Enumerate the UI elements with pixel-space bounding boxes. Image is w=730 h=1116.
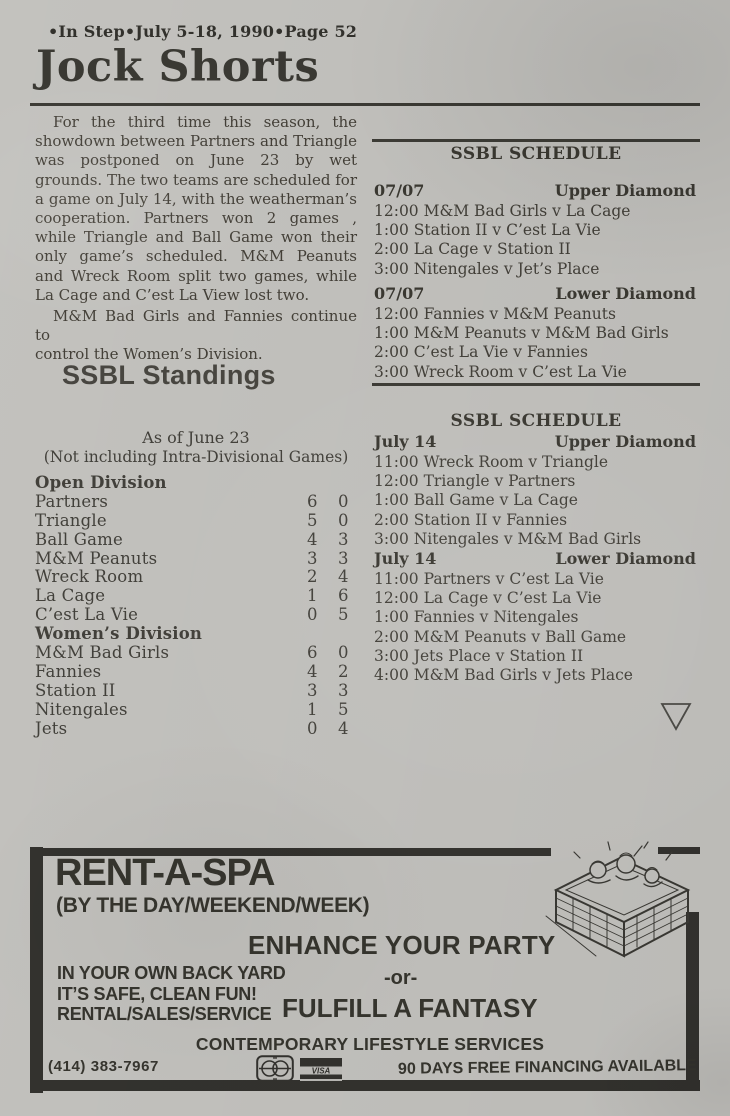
- schedule-date: July 14: [374, 432, 437, 451]
- schedule2-upper-header: [374, 432, 696, 451]
- team-name: Jets: [35, 718, 68, 738]
- team-name: M&M Peanuts: [35, 548, 158, 568]
- schedule-game: 1:00 Ball Game v La Cage: [374, 491, 578, 510]
- schedule-game: 12:00 Fannies v M&M Peanuts: [374, 305, 616, 323]
- body-line: and Wreck Room split two games, while: [35, 266, 357, 285]
- team-name: Ball Game: [35, 529, 123, 549]
- team-wins: 6: [307, 643, 318, 663]
- standings-row: [35, 512, 357, 531]
- body-line: was postponed on June 23 by wet: [35, 151, 357, 170]
- schedule-date: July 14: [374, 549, 437, 568]
- spa-illustration: [540, 836, 698, 968]
- team-losses: 3: [338, 680, 349, 700]
- schedule-diamond: Lower Diamond: [555, 549, 696, 568]
- body-line: cooperation. Partners won 2 games ,: [35, 209, 357, 228]
- team-name: Station II: [35, 680, 116, 700]
- schedule-game: 3:00 Nitengales v Jet’s Place: [374, 259, 600, 278]
- schedule-diamond: Lower Diamond: [555, 284, 696, 303]
- standings-row: [35, 644, 357, 663]
- ad-financing: 90 DAYS FREE FINANCING AVAILABLE: [397, 1057, 697, 1078]
- schedule2-upper-games: [374, 453, 700, 549]
- standings-note: (Not including Intra-Divisional Games): [43, 448, 349, 466]
- standings-row: [35, 550, 357, 569]
- article-paragraph-2: [35, 307, 357, 365]
- ad-tagline-fulfill: FULFILL A FANTASY: [282, 993, 538, 1023]
- ad-bullet-line: IT’S SAFE, CLEAN FUN!: [57, 983, 257, 1004]
- body-line: La Cage and C’est La View lost two.: [35, 285, 310, 304]
- schedule-game: 2:00 M&M Peanuts v Ball Game: [374, 627, 627, 646]
- schedule-game: 12:00 La Cage v C’est La Vie: [374, 589, 602, 608]
- schedule1-bottom-rule: [372, 383, 700, 386]
- team-wins: 0: [307, 718, 318, 738]
- team-name: C’est La Vie: [35, 605, 139, 625]
- standings-row: [35, 531, 357, 550]
- team-losses: 3: [338, 548, 349, 568]
- schedule1-lower-header: [374, 284, 696, 303]
- standings-row: [35, 568, 357, 587]
- schedule2-lower-header: [374, 549, 696, 568]
- schedule-game: 3:00 Wreck Room v C’est La Vie: [374, 362, 627, 381]
- team-wins: 0: [307, 605, 318, 625]
- body-line: only game’s scheduled. M&M Peanuts: [35, 247, 357, 266]
- standings-row: [35, 606, 357, 625]
- ad-bullet-line: IN YOUR OWN BACK YARD: [57, 963, 286, 983]
- team-wins: 4: [307, 529, 318, 549]
- schedule-game: 1:00 M&M Peanuts v M&M Bad Girls: [374, 324, 669, 343]
- body-line: control the Women’s Division.: [35, 345, 263, 364]
- schedule-game: 1:00 Station II v C’est La Vie: [374, 221, 601, 240]
- title-rule: [30, 103, 700, 106]
- team-name: Wreck Room: [35, 567, 144, 587]
- team-losses: 6: [338, 586, 349, 606]
- schedule-game: 3:00 Nitengales v M&M Bad Girls: [374, 529, 642, 548]
- team-losses: 5: [338, 699, 349, 719]
- body-line: a game on July 14, with the weatherman’s: [35, 189, 357, 208]
- article: [35, 113, 357, 365]
- schedule-game: 1:00 Fannies v Nitengales: [374, 608, 579, 627]
- schedule2-lower-games: [374, 570, 700, 685]
- standings-title: SSBL Standings: [62, 360, 276, 390]
- schedule1-upper-games: [374, 202, 700, 279]
- down-triangle-icon: [659, 700, 693, 736]
- standings-row: [35, 587, 357, 606]
- team-wins: 4: [307, 661, 318, 681]
- open-division-rows: [35, 493, 357, 625]
- page-title: Jock Shorts: [36, 42, 320, 92]
- standings-row: [35, 701, 357, 720]
- team-name: Fannies: [35, 661, 102, 681]
- schedule-game: 2:00 La Cage v Station II: [374, 240, 571, 259]
- ad-company-name: CONTEMPORARY LIFESTYLE SERVICES: [195, 1034, 545, 1054]
- standings-as-of: As of June 23: [142, 428, 250, 447]
- standings-row: [35, 663, 357, 682]
- team-wins: 1: [307, 699, 318, 719]
- ad-border-left: [30, 847, 43, 1093]
- schedule-date: 07/07: [374, 284, 425, 303]
- schedule1-title: SSBL SCHEDULE: [450, 144, 622, 164]
- team-wins: 1: [307, 586, 318, 606]
- masthead: •In Step•July 5-18, 1990•Page 52: [48, 22, 358, 41]
- standings-row: [35, 682, 357, 701]
- ad-headline: RENT-A-SPA: [55, 852, 275, 894]
- schedule1-upper-header: [374, 181, 696, 200]
- ad-tagline-enhance: ENHANCE YOUR PARTY: [248, 930, 556, 960]
- team-losses: 2: [338, 661, 349, 681]
- body-line: For the third time this season, the: [53, 113, 357, 131]
- team-losses: 0: [338, 491, 349, 511]
- ad-phone-number: (414) 383-7967: [48, 1058, 159, 1075]
- team-name: La Cage: [35, 586, 106, 606]
- team-losses: 4: [338, 718, 349, 738]
- schedule-game: 11:00 Wreck Room v Triangle: [374, 453, 609, 471]
- body-line: showdown between Partners and Triangle: [35, 132, 357, 151]
- schedule-game: 2:00 Station II v Fannies: [374, 510, 568, 529]
- open-division-header: Open Division: [35, 473, 167, 492]
- schedule-diamond: Upper Diamond: [554, 181, 696, 200]
- womens-division-header: Women’s Division: [35, 624, 203, 644]
- body-line: M&M Bad Girls and Fannies continue to: [35, 307, 357, 345]
- body-line: grounds. The two teams are scheduled for: [35, 170, 357, 189]
- schedule-game: 12:00 M&M Bad Girls v La Cage: [374, 202, 631, 220]
- ad-subheadline: (BY THE DAY/WEEKEND/WEEK): [56, 894, 370, 917]
- team-losses: 4: [338, 567, 349, 587]
- ad-bullet-lines: [57, 963, 285, 1025]
- mastercard-icon: [256, 1055, 294, 1086]
- team-wins: 3: [307, 548, 318, 568]
- ad-border-bottom: [43, 1080, 700, 1091]
- team-wins: 5: [307, 510, 318, 530]
- schedule2-title: SSBL SCHEDULE: [450, 411, 622, 431]
- team-name: M&M Bad Girls: [35, 643, 170, 663]
- schedule-game: 12:00 Triangle v Partners: [374, 472, 576, 491]
- standings-row: [35, 493, 357, 512]
- team-losses: 0: [338, 643, 349, 663]
- team-wins: 3: [307, 680, 318, 700]
- schedule-game: 3:00 Jets Place v Station II: [374, 646, 584, 665]
- body-line: while Triangle and Ball Game won their: [35, 228, 357, 247]
- team-losses: 3: [338, 529, 349, 549]
- schedule-diamond: Upper Diamond: [554, 432, 696, 451]
- team-name: Nitengales: [35, 699, 128, 719]
- ad-bullet-line: RENTAL/SALES/SERVICE: [57, 1004, 272, 1025]
- team-name: Triangle: [35, 510, 107, 530]
- ad-or-text: -or-: [384, 967, 418, 989]
- visa-icon: [300, 1058, 342, 1088]
- team-losses: 5: [338, 605, 349, 625]
- article-paragraph-1: [35, 113, 357, 305]
- visa-label: VISA: [311, 1066, 331, 1076]
- team-name: Partners: [35, 491, 109, 511]
- schedule-game: 2:00 C’est La Vie v Fannies: [374, 343, 588, 362]
- team-losses: 0: [338, 510, 349, 530]
- standings-row: [35, 720, 357, 739]
- schedule1-lower-games: [374, 305, 700, 382]
- womens-division-rows: [35, 644, 357, 738]
- schedule-game: 4:00 M&M Bad Girls v Jets Place: [374, 666, 633, 685]
- team-wins: 2: [307, 567, 318, 587]
- schedule-date: 07/07: [374, 181, 425, 200]
- schedule1-top-rule: [372, 139, 700, 142]
- team-wins: 6: [307, 491, 318, 511]
- standings-table: [35, 474, 357, 738]
- schedule-game: 11:00 Partners v C’est La Vie: [374, 570, 604, 588]
